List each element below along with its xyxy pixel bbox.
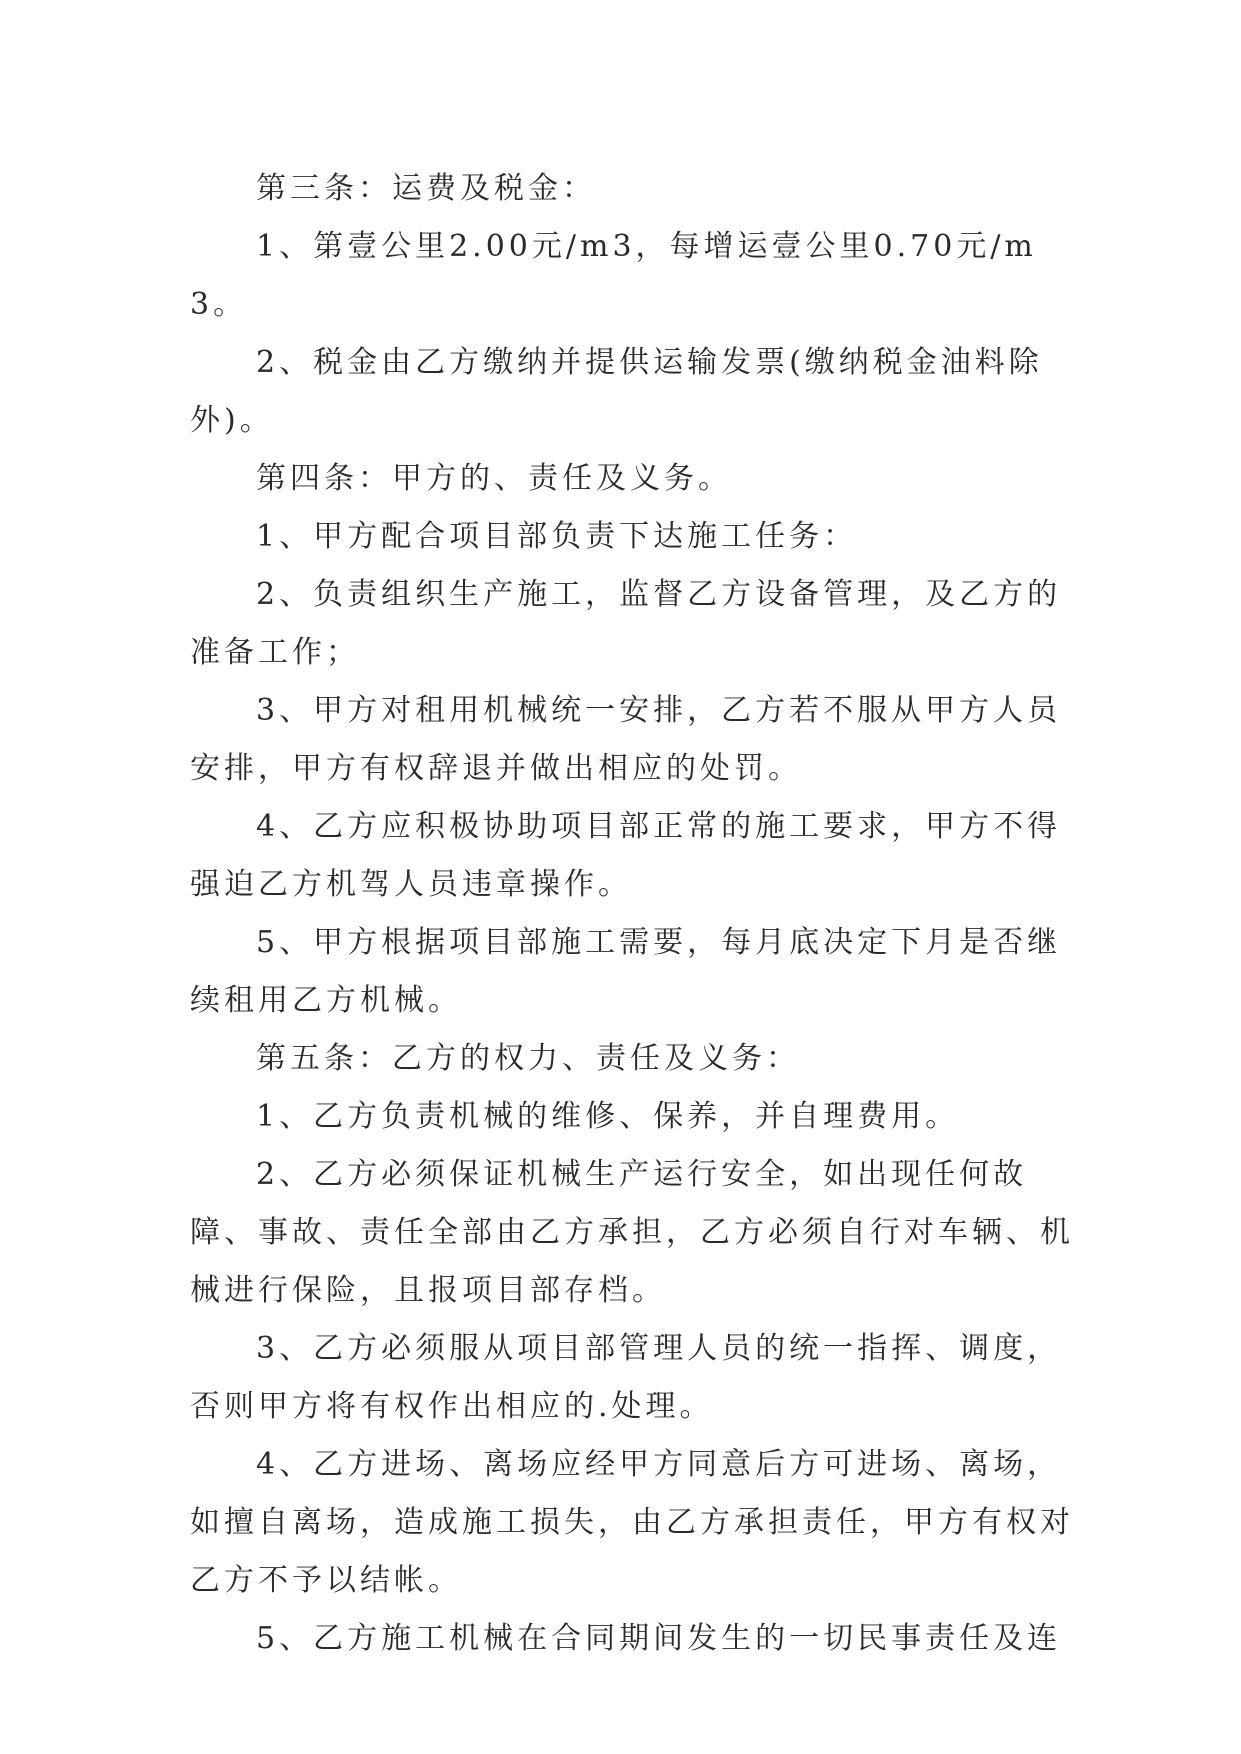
heading-article-5: 第五条：乙方的权力、责任及义务： <box>256 1041 800 1076</box>
article-5-item-2: 2、乙方必须保证机械生产运行安全，如出现任何故障、事故、责任全部由乙方承担，乙方必须自行对车辆、机械进行保险，且报项目部存档。 <box>190 1157 1074 1308</box>
article-4-item-5: 5、甲方根据项目部施工需要，每月底决定下月是否继续租用乙方机械。 <box>190 925 1062 1018</box>
article-4-item-4: 4、乙方应积极协助项目部正常的施工要求，甲方不得强迫乙方机驾人员违章操作。 <box>190 809 1062 902</box>
article-5-item-5: 5、乙方施工机械在合同期间发生的一切民事责任及连 <box>256 1621 1062 1656</box>
article-3-item-1: 1、第壹公里2.00元/m3，每增运壹公里0.70元/m3。 <box>190 229 1037 322</box>
document-body <box>190 160 1090 1668</box>
article-5-item-3: 3、乙方必须服从项目部管理人员的统一指挥、调度，否则甲方将有权作出相应的.处理。 <box>190 1331 1062 1424</box>
article-5-item-4: 4、乙方进场、离场应经甲方同意后方可进场、离场，如擅自离场，造成施工损失，由乙方承担责任，甲方有权对乙方不予以结帐。 <box>190 1447 1074 1598</box>
article-3-item-2: 2、税金由乙方缴纳并提供运输发票(缴纳税金油料除外)。 <box>190 345 1043 438</box>
article-4-item-3: 3、甲方对租用机械统一安排，乙方若不服从甲方人员安排，甲方有权辞退并做出相应的处罚。 <box>190 693 1062 786</box>
article-4-item-1: 1、甲方配合项目部负责下达施工任务： <box>256 519 858 554</box>
heading-article-3: 第三条：运费及税金： <box>256 171 596 206</box>
article-5-item-1: 1、乙方负责机械的维修、保养，并自理费用。 <box>256 1099 960 1134</box>
article-4-item-2: 2、负责组织生产施工，监督乙方设备管理，及乙方的准备工作； <box>190 577 1062 670</box>
heading-article-4: 第四条：甲方的、责任及义务。 <box>256 461 732 496</box>
